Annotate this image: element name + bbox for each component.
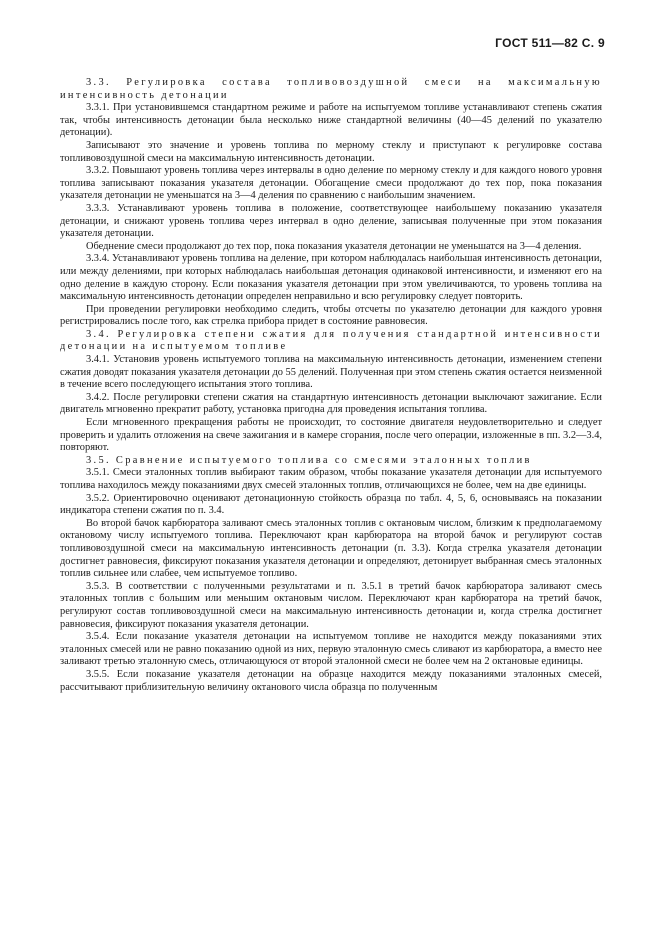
- paragraph-3-5-5: 3.5.5. Если показание указателя детонации на образце находится между показаниями эталонных смесей, рассчитывают приблизительную величину октанового числа образца по полученным: [60, 668, 602, 693]
- paragraph-3-3-2: 3.3.2. Повышают уровень топлива через интервалы в одно деление по мерному стеклу и для каждого нового уровня топлива записывают показания указателя детонации. Обогащение смеси продолжают до тех пор, пока показания указателя детонации не уменьшатся на 3—4 деления по сравнению с наибольшим значением.: [60, 165, 602, 202]
- paragraph: Обеднение смеси продолжают до тех пор, пока показания указателя детонации не уменьшатся на 3—4 деления.: [86, 240, 582, 252]
- paragraph: Если мгновенного прекращения работы не происходит, то состояние двигателя неудовлетворительно и следует проверить и удалить отложения на свече зажигания и в камере сгорания, после чего операции, изложенные в пп. 3.2—3.4, повторяют.: [60, 417, 602, 454]
- document-body: [60, 77, 602, 694]
- paragraph-3-3-3: 3.3.3. Устанавливают уровень топлива в положение, соответствующее наибольшему показанию указателя детонации, и снижают уровень топлива через интервал в одно деление, записывая полученные при этом показания указателя детонации.: [60, 202, 602, 240]
- paragraph: При проведении регулировки необходимо следить, чтобы отсчеты по указателю детонации для каждого уровня регистрировались после того, как стрелка прибора придет в состояние равновесия.: [60, 303, 602, 328]
- paragraph-3-3-1: 3.3.1. При установившемся стандартном режиме и работе на испытуемом топливе устанавливают степень сжатия так, чтобы интенсивность детонации была несколько ниже стандартной величины (40—45 делений по указателю детонации).: [60, 102, 602, 139]
- paragraph-3-5-3: 3.5.3. В соответствии с полученными результатами и п. 3.5.1 в третий бачок карбюратора заливают смесь эталонных топлив с большим или меньшим октановым числом. Переключают кран карбюратора на третий бачок, регулируют состав топливовоздушной смеси на максимальную интенсивность детонации и, когда стрелка достигнет равновесия, фиксируют показания указателя детонации.: [60, 580, 602, 630]
- paragraph-3-5-4: 3.5.4. Если показание указателя детонации на испытуемом топливе не находится между показаниями этих эталонных смесей или не равно показанию одной из них, первую эталонную смесь сливают из карбюратора, а вместо нее заливают третью эталонную смесь, отличающуюся от второй эталонной смеси не более чем на 2 октановые единицы.: [60, 631, 602, 668]
- paragraph: Во второй бачок карбюратора заливают смесь эталонных топлив с октановым числом, близким к предполагаемому октановому числу испытуемого топлива. Переключают кран карбюратора на второй бачок и регулируют состав топливовоздушной смеси на максимальную интенсивность детонации (п. 3.3). Когда стрелка указателя детонации достигнет равновесия, фиксируют показания указателя детонации и определяют, детонирует выбранная смесь эталонных топлив сильнее или слабее, чем испытуемое топливо.: [60, 517, 602, 580]
- paragraph-3-4-1: 3.4.1. Установив уровень испытуемого топлива на максимальную интенсивность детонации, изменением степени сжатия доводят показания указателя детонации до 55 делений. Полученная при этом степень сжатия остается неизменной в течение всего последующего испытания этого топлива.: [60, 354, 602, 391]
- section-heading-3-4: 3.4. Регулировка степени сжатия для получения стандартной интенсивности детонации на испытуемом топливе: [60, 328, 602, 353]
- paragraph-3-5-1: 3.5.1. Смеси эталонных топлив выбирают таким образом, чтобы показание указателя детонации для испытуемого топлива находилось между показаниями двух смесей эталонных топлив, отличающихся не более, чем на две единицы.: [60, 467, 602, 491]
- page-header: ГОСТ 511—82 С. 9: [495, 36, 605, 50]
- paragraph-3-4-2: 3.4.2. После регулировки степени сжатия на стандартную интенсивность детонации выключают зажигание. Если двигатель мгновенно прекратит работу, установка пригодна для проведения испытания топлива.: [60, 391, 602, 416]
- section-heading-3-5: 3.5. Сравнение испытуемого топлива со смесями эталонных топлив: [86, 454, 532, 466]
- paragraph: Записывают это значение и уровень топлива по мерному стеклу и приступают к регулировке состава топливовоздушной смеси на максимальную интенсивность детонации.: [60, 139, 602, 164]
- paragraph-3-5-2: 3.5.2. Ориентировочно оценивают детонационную стойкость образца по табл. 4, 5, 6, основываясь на показании индикатора степени сжатия по п. 3.4.: [60, 492, 602, 517]
- section-heading-3-3: 3.3. Регулировка состава топливовоздушной смеси на максимальную интенсивность детонации: [60, 77, 602, 101]
- paragraph-3-3-4: 3.3.4. Устанавливают уровень топлива на деление, при котором наблюдалась наибольшая интенсивность детонации, или между делениями, при которых наблюдалась наибольшая детонация одинаковой интенсивности, и изменяют его на одно деление в каждую сторону. Если показания указателя детонации при этом увеличиваются, то уровень топлива на максимальную интенсивность детонации определен неправильно и всю регулировку следует повторить.: [60, 253, 602, 303]
